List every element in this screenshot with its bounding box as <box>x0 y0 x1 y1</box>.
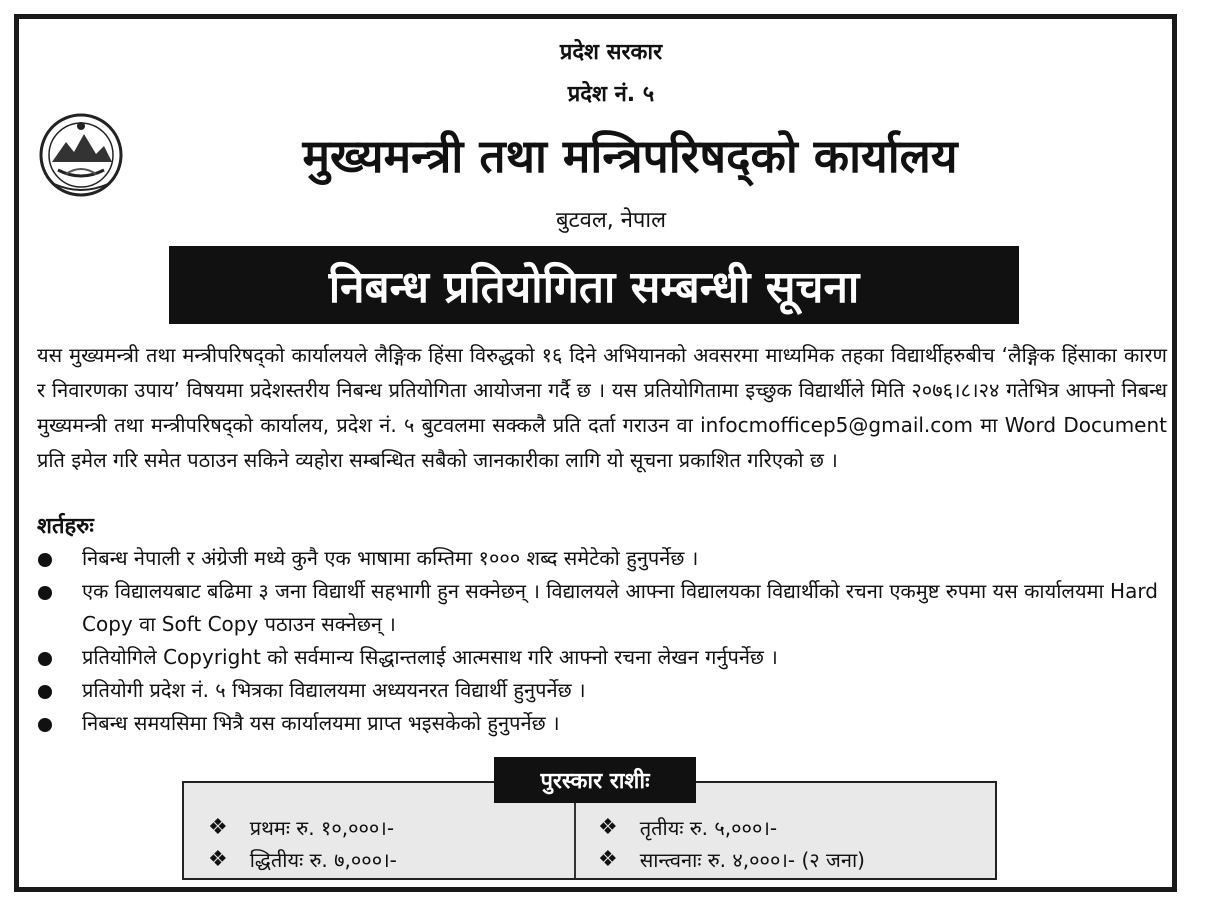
conditions-list <box>30 542 1170 740</box>
prize-heading: पुरस्कार राशीः <box>494 757 696 803</box>
province-label: प्रदेश नं. ५ <box>567 82 655 107</box>
condition-item <box>30 707 1170 740</box>
condition-item <box>30 542 1170 575</box>
prize-first-text: प्रथमः रु. १०,०००।- <box>249 816 395 840</box>
notice-body: यस मुख्यमन्त्री तथा मन्त्रीपरिषद्को कार्यालयले लैङ्गिक हिंसा विरुद्धको १६ दिने अभियानको अवसरमा माध्यमिक तहका विद्यार्थीहरुबीच ‘लैङ्गिक हिंसाका कारण र निवारणका उपाय’ विषयमा प्रदेशस्तरीय निबन्ध प्रतियोगिता आयोजना गर्दै छ । यस प्रतियोगितामा इच्छुक विद्यार्थीले मिति २०७६।८।२४ गतेभित्र आफ्नो निबन्ध मुख्यमन्त्री तथा मन्त्रीपरिषद्को कार्यालय, प्रदेश नं. ५ बुटवलमा सक्कलै प्रति दर्ता गराउन वा infocmofficep5@gmail.com मा Word Document प्रति इमेल गरि समेत पठाउन सकिने व्यहोरा सम्बन्धित सबैको जानकारीका लागि यो सूचना प्रकाशित गरिएको छ । <box>37 343 1167 472</box>
condition-item <box>30 674 1170 707</box>
condition-text: एक विद्यालयबाट बढिमा ३ जना विद्यार्थी सहभागी हुन सक्नेछन् । विद्यालयले आफ्ना विद्यालयका विद्यार्थीको रचना एकमुष्ट रुपमा यस कार्यालयमा Hard Copy वा Soft Copy पठाउन सक्नेछन् । <box>82 579 1158 636</box>
condition-text: प्रतियोगिले Copyright को सर्वमान्य सिद्धान्तलाई आत्मसाथ गरि आफ्नो रचना लेखन गर्नुपर्नेछ । <box>82 645 778 669</box>
bullet-icon <box>38 718 52 732</box>
condition-text: प्रतियोगी प्रदेश नं. ५ भित्रका विद्यालयमा अध्ययनरत विद्यार्थी हुनुपर्नेछ । <box>82 678 586 702</box>
condition-item <box>30 641 1170 674</box>
diamond-icon: ❖ <box>208 847 228 872</box>
prize-divider <box>574 802 576 878</box>
bullet-icon <box>38 553 52 567</box>
prize-first <box>208 814 394 841</box>
prize-third-text: तृतीयः रु. ५,०००।- <box>639 816 778 840</box>
diamond-icon: ❖ <box>208 815 228 840</box>
diamond-icon: ❖ <box>598 815 618 840</box>
prize-consolation-text: सान्त्वनाः रु. ४,०००।- (२ जना) <box>639 848 865 872</box>
condition-text: निबन्ध नेपाली र अंग्रेजी मध्ये कुनै एक भाषामा कम्तिमा १००० शब्द समेटेको हुनुपर्नेछ । <box>82 546 699 570</box>
prize-second-text: द्धितीयः रु. ७,०००।- <box>249 848 397 872</box>
government-label: प्रदेश सरकार <box>559 40 663 65</box>
bullet-icon <box>38 586 52 600</box>
office-location: बुटवल, नेपाल <box>555 208 667 233</box>
diamond-icon: ❖ <box>598 847 618 872</box>
prize-second <box>208 846 397 873</box>
prize-third <box>598 814 777 841</box>
condition-item <box>30 575 1170 641</box>
office-name: मुख्यमन्त्री तथा मन्त्रिपरिषद्को कार्यालय <box>302 129 958 183</box>
prize-consolation <box>598 846 865 873</box>
conditions-heading: शर्तहरुः <box>37 514 94 539</box>
bullet-icon <box>38 652 52 666</box>
notice-title: निबन्ध प्रतियोगिता सम्बन्धी सूचना <box>169 246 1019 324</box>
condition-text: निबन्ध समयसिमा भित्रै यस कार्यालयमा प्राप्त भइसकेको हुनुपर्नेछ । <box>82 711 560 735</box>
nepal-emblem-icon <box>38 112 124 198</box>
bullet-icon <box>38 685 52 699</box>
